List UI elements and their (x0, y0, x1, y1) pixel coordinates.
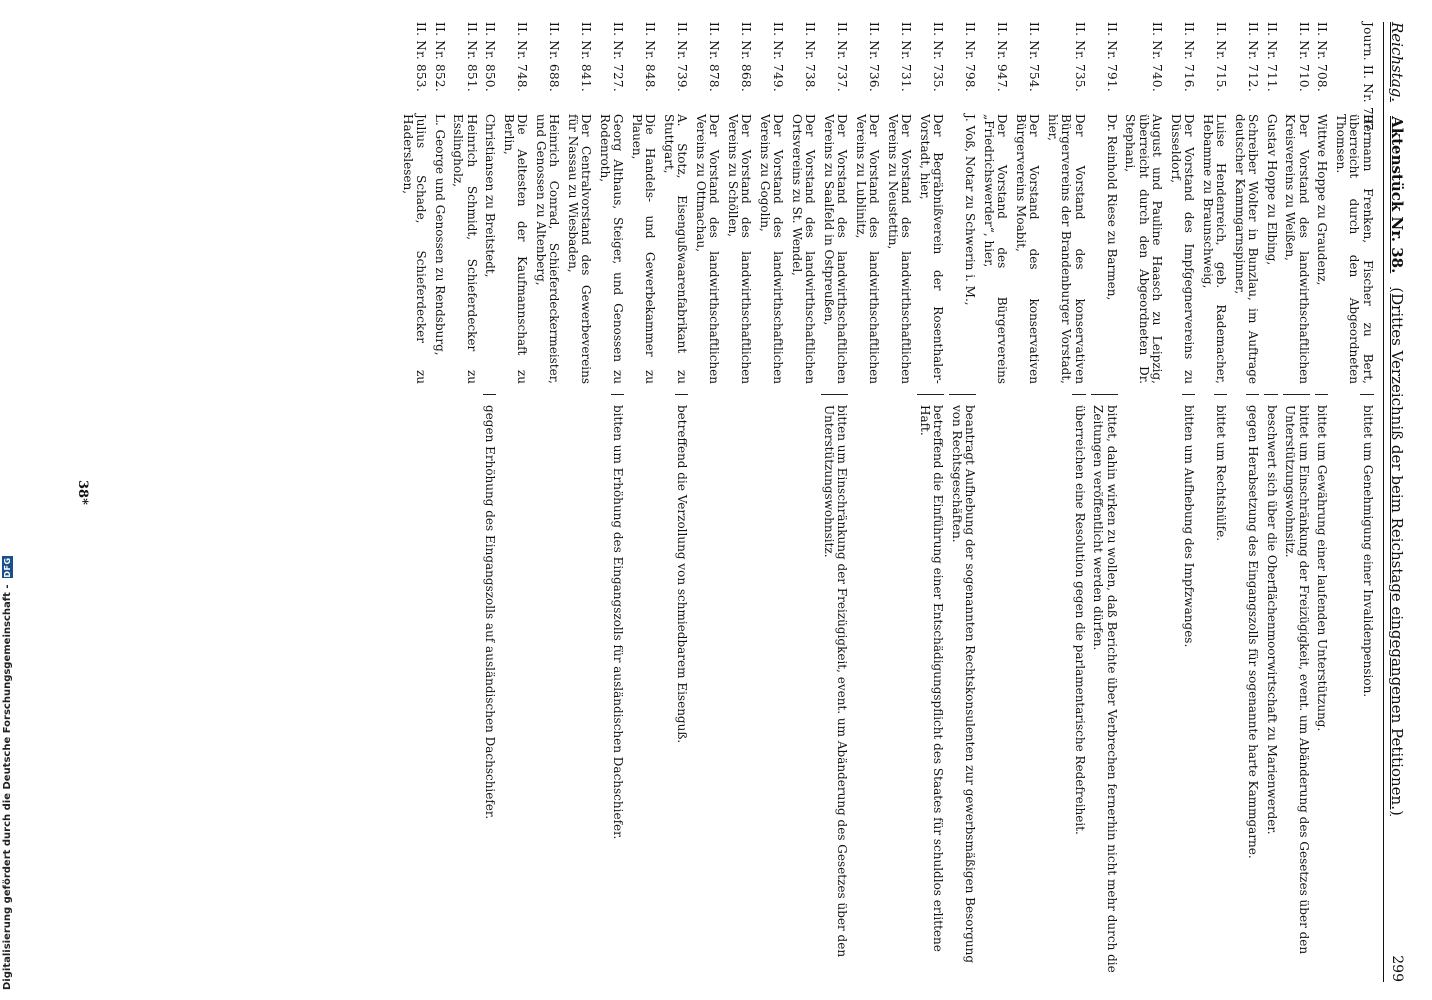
journal-number: II. Nr. 688. (547, 22, 562, 92)
journal-number: II. Nr. 749. (771, 22, 786, 92)
petition-row (1334, 22, 1375, 982)
petition-subject: bittet um Gewährung einer laufenden Unterstützung. (1315, 394, 1329, 982)
journal-number: II. Nr. 712. (1246, 22, 1261, 92)
dfg-logo-icon: DFG (3, 557, 12, 578)
petition-subject (1151, 394, 1164, 982)
journal-number: II. Nr. 947. (995, 22, 1010, 92)
petition-row (1315, 22, 1329, 982)
petitioner: Der Vorstand des landwirthschaftlichen Kreisvereins zu Weißen, (1283, 114, 1311, 384)
petition-subject (900, 394, 913, 982)
petition-row (598, 22, 625, 982)
journal-number: II. Nr. 739. (675, 22, 690, 92)
petition-row (401, 22, 428, 982)
journal-number: II. Nr. 710. (1297, 22, 1311, 92)
petitioner: Julius Schade, Schieferdecker zu Haderslesen, (401, 114, 429, 384)
petition-subject: gegen Herabsetzung des Eingangszolls für sogenannte harte Kammgarne. (1246, 394, 1260, 982)
petitioner: Der Vorstand des landwirthschaftlichen Vereins zu Saalfeld in Ostpreußen, (822, 114, 850, 384)
petition-subject: bittet um Rechtshülfe. (1214, 394, 1228, 982)
petition-subject: betreffend die Einführung einer Entschädigungspflicht des Staates für schuldlos erlittene Haft. (918, 394, 945, 982)
petitioner: Der Centralvorstand des Gewerbevereins für Nassau zu Wiesbaden, (566, 114, 594, 384)
petitioner: Wittwe Hoppe zu Graudenz, (1315, 114, 1330, 286)
journal-number: II. Nr. 708. (1315, 22, 1330, 92)
petition-row (790, 22, 817, 982)
petitioner: Der Vorstand des landwirthschaftlichen Vereins zu Ottmachau, (694, 114, 722, 384)
journal-number: II. Nr. 740. (1150, 22, 1165, 92)
credit-text: Digitalisierung gefördert durch die Deutsche Forschungsgemeinschaft - (2, 584, 13, 990)
petitioner: Der Vorstand des konservativen Bürgervereins Moabit, (1014, 114, 1042, 384)
petitioner: A. Stotz, Eisengußwaarenfabrikant zu Stuttgart, (662, 114, 690, 384)
petition-subject: beschwert sich über die Oberflächenmoorwirtschaft zu Marienwerder. (1265, 394, 1279, 982)
petition-subject (465, 394, 478, 982)
petition-row (822, 22, 849, 982)
petition-row (1046, 22, 1087, 982)
sheet-signature: 38* (75, 480, 90, 505)
journal-number: II. Nr. 852. (433, 22, 447, 92)
petition-subject: bittet um Einschränkung der Freizügigkeit, event. um Abänderung des Gesetzes über den Unterstützungswohnsitz. (1283, 394, 1310, 982)
petitioner: Heinrich Schmidt, Schieferdecker zu Esslingholz, (451, 114, 479, 384)
petitioner: Hermann Frenken, Fischer zu Bert, überreicht durch den Abgeordneten Thomsen. (1334, 114, 1375, 384)
petitioner: Die Aeltesten der Kaufmannschaft zu Berlin, (502, 114, 530, 384)
petition-row (1091, 22, 1118, 982)
petition-subject: bitten um Einschränkung der Freizügigkeit, event. um Abänderung des Gesetzes über den Unterstützungswohnsitz. (822, 394, 849, 982)
petition-row (918, 22, 945, 982)
journal-number: II. Nr. 848. (643, 22, 658, 92)
petitioner: Georg Althaus, Steiger, und Genossen zu Rodenroth, (598, 114, 626, 384)
petition-row (886, 22, 913, 982)
petitioner: Schreiber Wolter in Bunzlau, im Auftrage deutscher Kammgarnspinner, (1233, 114, 1261, 384)
petition-subject: betreffend die Verzollung von schmiedbarem Eisenguß. (675, 394, 689, 982)
petitioner: Luise Hendenreich, geb. Rademacher, Hebamme zu Braunschweig, (1201, 114, 1229, 384)
petition-subject (644, 394, 657, 982)
petition-row (1233, 22, 1260, 982)
petitioner: Der Vorstand des landwirthschaftlichen Ortsvereins zu St. Wendel, (790, 114, 818, 384)
petitioner: Christiansen zu Breitstedt, (483, 114, 498, 278)
journal-number: II. Nr. 878. (707, 22, 722, 92)
petition-subject (708, 394, 721, 982)
petition-subject (772, 394, 785, 982)
petition-subject (996, 394, 1009, 982)
petition-row (1201, 22, 1228, 982)
petition-subject (433, 394, 446, 982)
petitioner: Der Vorstand des landwirthschaftlichen Vereins zu Schöllen, (726, 114, 754, 384)
petitioner: Der Vorstand des landwirthschaftlichen Vereins zu Gogolin, (758, 114, 786, 384)
petition-subject: bitten um Aufhebung des Impfzwanges. (1182, 394, 1196, 982)
petition-subject: bittet, dahin wirken zu wollen, daß Berichte über Verbrechen fernerhin nicht mehr durch die Zeitungen veröffentlicht werden dürfen. (1091, 394, 1118, 982)
journal-number: II. Nr. 738. (803, 22, 818, 92)
petition-subject (1028, 394, 1041, 982)
running-header (1383, 22, 1410, 982)
petition-row (950, 22, 977, 982)
petitioner: Die Handels- und Gewerbekammer zu Plauen, (630, 114, 658, 384)
petition-subject (580, 394, 593, 982)
petition-row (1283, 22, 1310, 982)
petition-row (630, 22, 657, 982)
petitioner: Gustav Hoppe zu Elbing, (1265, 114, 1279, 266)
petitioner: Der Vorstand des landwirthschaftlichen Vereins zu Neustettin, (886, 114, 914, 384)
journal-number: II. Nr. 731. (899, 22, 914, 92)
petition-subject: bittet um Genehmigung einer Invalidenpension. (1361, 394, 1375, 982)
petitioner: Der Vorstand des landwirthschaftlichen Vereins zu Lublinitz, (854, 114, 882, 384)
petitioner: Dr. Reinhold Riese zu Barmen, (1105, 114, 1119, 301)
sidebar (0, 0, 22, 1000)
petition-row (1014, 22, 1041, 982)
journal-number: II. Nr. 851. (465, 22, 479, 92)
journal-number: II. Nr. 798. (963, 22, 978, 92)
petition-subject: gegen Erhöhung des Eingangszolls auf ausländischen Dachschiefer. (483, 394, 497, 982)
journal-number: II. Nr. 736. (867, 22, 882, 92)
petition-subject (415, 394, 428, 982)
journal-number: II. Nr. 735. (931, 22, 946, 92)
petition-row (451, 22, 478, 982)
petition-subject (804, 394, 817, 982)
petition-row (982, 22, 1009, 982)
petition-row (662, 22, 689, 982)
journal-number: Journ. II. Nr. 707. (1361, 22, 1375, 135)
petitioner: Der Begräbnißverein der Rosenthaler-Vorstadt, hier, (918, 114, 946, 384)
journal-number: II. Nr. 754. (1027, 22, 1042, 92)
journal-number: II. Nr. 853. (414, 22, 429, 92)
header-reichstag: Reichstag. (1388, 22, 1406, 103)
petition-list (396, 22, 1375, 982)
petition-row (483, 22, 497, 982)
journal-number: II. Nr. 735. (1073, 22, 1087, 92)
petitioner: Der Vorstand des konservativen Bürgervereins der Brandenburger Vorstadt, hier, (1046, 114, 1087, 384)
petitioner: Der Vorstand des Bürgervereins „Friedrichswerder“, hier, (982, 114, 1010, 384)
petition-row (726, 22, 753, 982)
petitioner: L. George und Genossen zu Rendsburg, (433, 114, 447, 356)
petition-subject (548, 394, 561, 982)
journal-number: II. Nr. 737. (835, 22, 850, 92)
petitioner: Heinrich Conrad, Schieferdeckermeister, und Genossen zu Altenberg, (534, 114, 562, 384)
petition-subject (740, 394, 753, 982)
journal-number: II. Nr. 727. (611, 22, 626, 92)
petition-row (534, 22, 561, 982)
petition-row (502, 22, 529, 982)
petition-subject: beantragt Aufhebung der sogenannten Rechtskonsulenten zur gewerbsmäßigen Besorgung von Rechtsgeschäften. (950, 394, 977, 982)
journal-number: II. Nr. 748. (515, 22, 530, 92)
petition-row (758, 22, 785, 982)
petitioner: August und Pauline Haasch zu Leipzig, überreicht durch den Abgeordneten Dr. Stephani, (1123, 114, 1165, 384)
petitioner: Der Vorstand des Impfgegnervereins zu Düsseldorf, (1169, 114, 1197, 384)
petition-row (566, 22, 593, 982)
journal-number: II. Nr. 715. (1214, 22, 1229, 92)
page-number: 299 (1389, 955, 1405, 982)
petition-row (854, 22, 881, 982)
header-title: (Drittes Verzeichniß der beim Reichstage eingegangenen Petitionen.) (1388, 287, 1406, 816)
journal-number: II. Nr. 841. (579, 22, 594, 92)
journal-number: II. Nr. 868. (739, 22, 754, 92)
petition-row (433, 22, 447, 982)
petition-subject: bitten um Erhöhung des Eingangszolls für ausländischen Dachschiefer. (611, 394, 625, 982)
document-page (20, 0, 1420, 1000)
petition-subject (516, 394, 529, 982)
petitioner: J. Voß, Notar zu Schwerin i. M., (963, 114, 978, 306)
petition-row (1169, 22, 1196, 982)
digitization-credit (2, 556, 13, 990)
petition-row (1123, 22, 1164, 982)
petition-subject: überreichen eine Resolution gegen die parlamentarische Redefreiheit. (1073, 394, 1087, 982)
petition-row (694, 22, 721, 982)
petition-subject (868, 394, 881, 982)
journal-number: II. Nr. 716. (1182, 22, 1197, 92)
petition-row (1265, 22, 1279, 982)
journal-number: II. Nr. 850. (483, 22, 498, 92)
journal-number: II. Nr. 791. (1105, 22, 1119, 92)
header-aktenstueck: Aktenstück Nr. 38. (1388, 116, 1406, 274)
journal-number: II. Nr. 711. (1265, 22, 1279, 92)
